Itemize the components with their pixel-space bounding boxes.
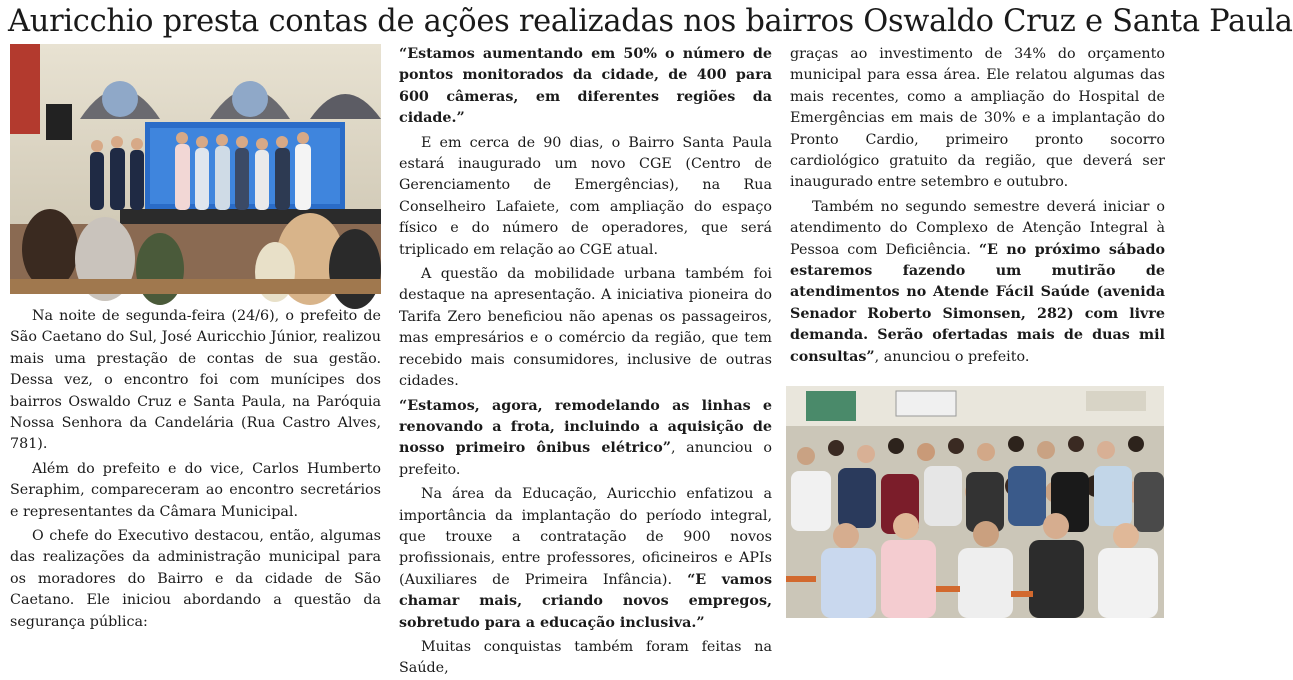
article-column-1 — [10, 44, 381, 630]
article-column-2 — [399, 44, 772, 677]
paragraph: Além do prefeito e do vice, Carlos Humberto Seraphim, compareceram ao encontro secretários e representantes da Câmara Municipal. — [10, 460, 381, 520]
paragraph-text: Na área da Educação, Auricchio enfatizou a importância da implantação do período integral, que trouxe a contratação de 900 novos profissionais, entre professores, oficineiros e APIs (Auxiliares de Primeira Infância). — [399, 486, 772, 588]
article-column-3 — [790, 44, 1165, 624]
paragraph — [790, 197, 1165, 368]
bold-quote: “Estamos aumentando em 50% o número de pontos monitorados da cidade, de 400 para 600 câmeras, em diferentes regiões da cidade.” — [399, 46, 772, 127]
quote-attribution: , anunciou o prefeito. — [874, 348, 1030, 365]
paragraph: Muitas conquistas também foram feitas na Saúde, — [399, 638, 772, 677]
paragraph: Na noite de segunda-feira (24/6), o prefeito de São Caetano do Sul, José Auricchio Júnior, realizou mais uma prestação de contas de sua gestão. Dessa vez, o encontro foi com munícipes dos bairros Oswaldo Cruz e Santa Paula, na Paróquia Nossa Senhora da Candelária (Rua Castro Alves, 781). — [10, 308, 381, 453]
bold-quote: “E vamos chamar mais, criando novos empregos, sobretudo para a educação inclusiva.” — [399, 571, 772, 631]
paragraph: O chefe do Executivo destacou, então, algumas das realizações da administração municipal para os moradores do Bairro e da cidade de São Caetano. Ele iniciou abordando a questão da segurança pública: — [10, 528, 381, 630]
paragraph: E em cerca de 90 dias, o Bairro Santa Paula estará inaugurado um novo CGE (Centro de Gerenciamento de Emergências), na Rua Conselheiro Lafaiete, com ampliação do espaço físico e do número de operadores, que será triplicado em relação ao CGE atual. — [399, 134, 772, 258]
paragraph: A questão da mobilidade urbana também foi destaque na apresentação. A iniciativa pioneira do Tarifa Zero beneficiou não apenas os passageiros, mas empresários e o comércio da região, que tem recebido mais consumidores, inclusive de outras cidades. — [399, 266, 772, 390]
quote-paragraph — [399, 44, 772, 130]
paragraph-text: Também no segundo semestre deverá iniciar o atendimento do Complexo de Atenção Integral à Pessoa com Deficiência. — [790, 198, 1165, 258]
article-headline: Auricchio presta contas de ações realizadas nos bairros Oswaldo Cruz e Santa Paula — [8, 4, 1293, 39]
quote-attribution: , anunciou o prefeito. — [399, 440, 772, 478]
paragraph — [399, 484, 772, 634]
bold-quote: “Estamos, agora, remodelando as linhas e renovando a frota, incluindo a aquisição de nosso primeiro ônibus elétrico” — [399, 397, 772, 457]
paragraph: graças ao investimento de 34% do orçamento municipal para essa área. Ele relatou algumas das mais recentes, como a ampliação do Hospital de Emergências em mais de 30% e a implantação do Pronto Cardio, primeiro pronto socorro cardiológico gratuito da região, que deverá ser inaugurado entre setembro e outubro. — [790, 46, 1165, 191]
bold-quote: “E no próximo sábado estaremos fazendo um mutirão de atendimentos no Atende Fácil Saúde (avenida Senador Roberto Simonsen, 282) com livre demanda. Serão ofertadas mais de duas mil consultas” — [790, 241, 1165, 365]
quote-paragraph — [399, 396, 772, 482]
